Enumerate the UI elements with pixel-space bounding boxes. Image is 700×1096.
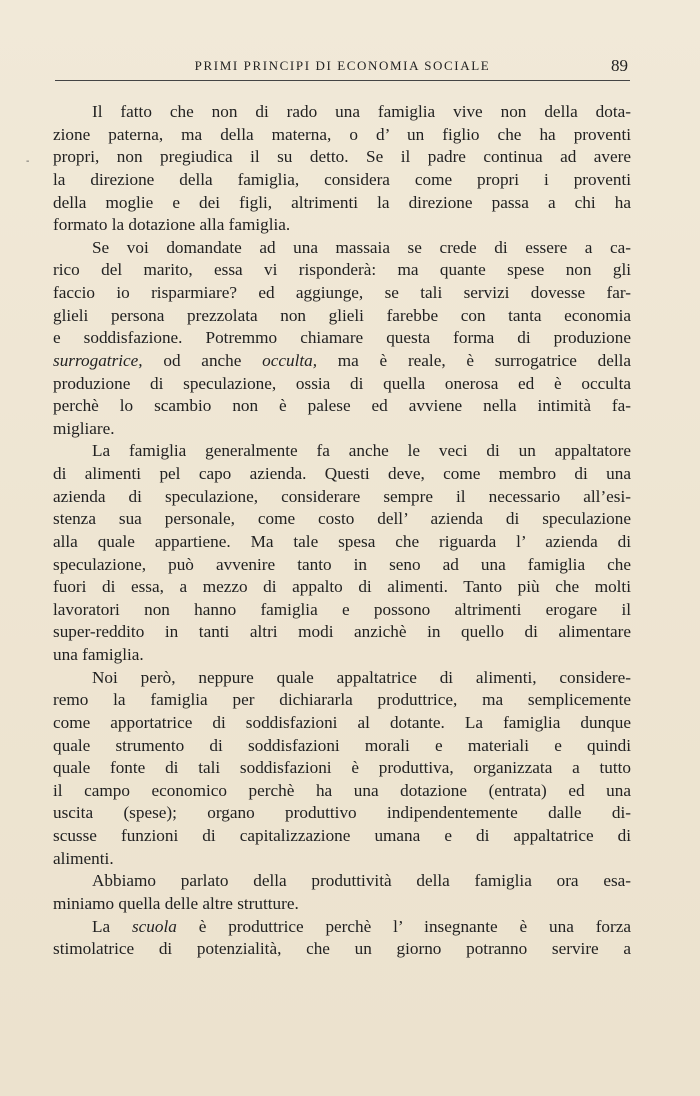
text-line: alla quale appartiene. Ma tale spesa che riguarda l’ azienda di <box>53 531 631 551</box>
text-line: alimenti. <box>53 848 114 868</box>
text-line: surrogatrice, od anche occulta, ma è reale, è surrogatrice della <box>53 350 632 370</box>
text-line: fuori di essa, a mezzo di appalto di alimenti. Tanto più che molti <box>53 577 631 597</box>
body-text <box>53 101 631 961</box>
text-line: speculazione, può avvenire tanto in seno ad una famiglia che <box>53 554 631 574</box>
text-line: formato la dotazione alla famiglia. <box>53 215 291 235</box>
text-line: lavoratori non hanno famiglia e possono altrimenti erogare il <box>53 599 631 619</box>
text-line: quale strumento di soddisfazioni morali e materiali e quindi <box>53 735 631 755</box>
running-title: PRIMI PRINCIPI DI ECONOMIA SOCIALE <box>194 58 491 73</box>
text-line: uscita (spese); organo produttivo indipendentemente dalle di- <box>53 803 631 823</box>
text-line: zione paterna, ma della materna, o d’ un figlio che ha proventi <box>53 124 631 144</box>
margin-mark: - <box>26 156 30 167</box>
text-line: di alimenti pel capo azienda. Questi deve, come membro di una <box>53 464 631 483</box>
text-line: scusse funzioni di capitalizzazione umana e di appaltatrice di <box>53 826 631 845</box>
text-line: glieli persona prezzolata non glieli farebbe con tanta economia <box>53 305 631 325</box>
text-line: Se voi domandate ad una massaia se crede di essere a ca- <box>92 237 631 257</box>
text-line: Noi però, neppure quale appaltatrice di alimenti, considere- <box>92 667 631 687</box>
text-line: stimolatrice di potenzialità, che un giorno potranno servire a <box>53 939 631 959</box>
text-line: propri, non pregiudica il su detto. Se il padre continua ad avere <box>53 147 631 167</box>
text-line: stenza sua personale, come costo dell’ azienda di speculazione <box>53 509 631 529</box>
text-line: della moglie e dei figli, altrimenti la direzione passa a chi ha <box>53 192 631 212</box>
text-line: azienda di speculazione, considerare sempre il necessario all’esi- <box>53 486 631 506</box>
italic-term: occulta, <box>262 350 318 370</box>
text-line: remo la famiglia per dichiararla produttrice, ma semplicemente <box>53 690 631 710</box>
text-line: come apportatrice di soddisfazioni al dotante. La famiglia dunque <box>53 712 631 732</box>
text-line: faccio io risparmiare? ed aggiunge, se tali servizi dovesse far- <box>53 283 631 302</box>
page-number: 89 <box>611 56 628 75</box>
italic-term: surrogatrice, <box>53 350 143 370</box>
text-line: il campo economico perchè ha una dotazione (entrata) ed una <box>53 780 631 800</box>
text-line: quale fonte di tali soddisfazioni è produttiva, organizzata a tutto <box>53 758 631 778</box>
text-line: miniamo quella delle altre strutture. <box>53 893 299 913</box>
text-line: La famiglia generalmente fa anche le veci di un appaltatore <box>92 441 631 461</box>
text-line: perchè lo scambio non è palese ed avviene nella intimità fa- <box>53 396 631 416</box>
text-line: e soddisfazione. Potremmo chiamare questa forma di produzione <box>53 328 631 348</box>
text-line: super-reddito in tanti altri modi anzichè in quello di alimentare <box>53 622 631 642</box>
text-line: produzione di speculazione, ossia di quella onerosa ed è occulta <box>53 373 631 393</box>
text-line: la direzione della famiglia, considera come propri i proventi <box>53 169 631 189</box>
italic-term: scuola <box>131 916 177 936</box>
text-line: una famiglia. <box>53 645 144 664</box>
page-header <box>55 56 630 81</box>
text-line: migliare. <box>53 418 115 438</box>
text-line: Abbiamo parlato della produttività della famiglia ora esa- <box>92 871 631 891</box>
text-line: Il fatto che non di rado una famiglia vive non della dota- <box>92 102 631 121</box>
text-line: La scuola è produttrice perchè l’ insegnante è una forza <box>92 916 631 936</box>
text-line: rico del marito, essa vi risponderà: ma quante spese non gli <box>53 260 631 280</box>
